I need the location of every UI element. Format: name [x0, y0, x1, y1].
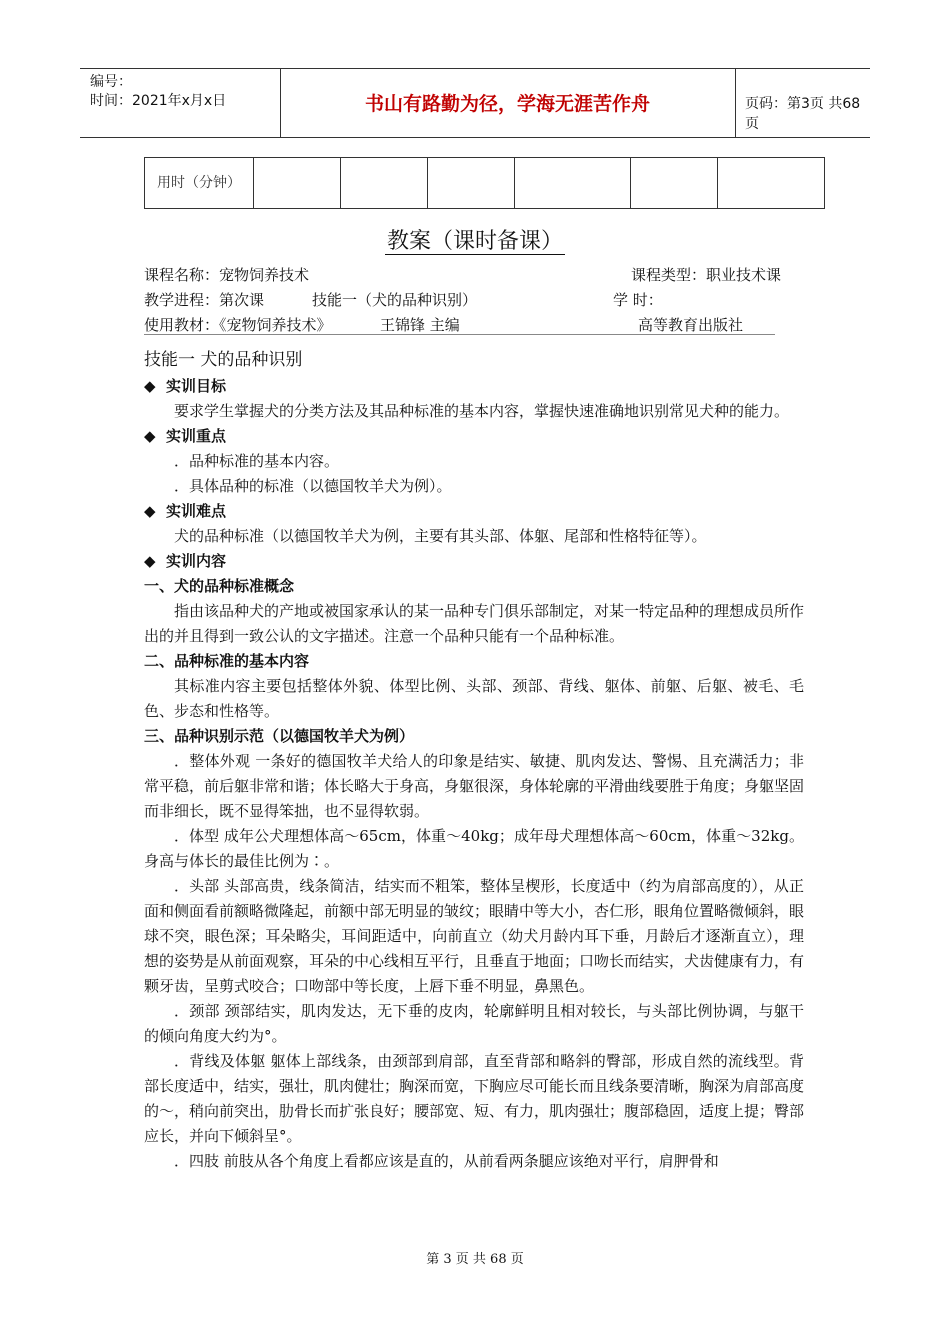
- diamond-bullet-icon: ◆: [144, 502, 156, 520]
- page-footer: 第 3 页 共 68 页: [426, 1252, 524, 1267]
- textbook: 使用教材：《宠物饲养技术》: [144, 316, 332, 334]
- bullet-heading-difficulty: [144, 499, 804, 524]
- document-title: [0, 224, 950, 255]
- editor: 王锦锋 主编: [380, 316, 460, 334]
- table-cell: [515, 158, 631, 209]
- course-type: 课程类型：职业技术课: [631, 266, 782, 284]
- subsection-heading: 三、品种识别示范（以德国牧羊犬为例）: [144, 727, 415, 745]
- timing-label-cell: [145, 158, 254, 209]
- meta-divider: [144, 334, 775, 335]
- diamond-bullet-icon: ◆: [144, 377, 156, 395]
- heading-text: 实训难点: [166, 502, 227, 520]
- table-cell: [631, 158, 718, 209]
- main-content: [144, 346, 804, 1174]
- skill-name: 技能一（犬的品种识别）: [312, 291, 478, 309]
- paragraph: ．背线及体躯 躯体上部线条，由颈部到肩部，直至背部和略斜的臀部，形成自然的流线型。背部长度适中，结实，强壮，肌肉健壮；胸深而宽，下胸应尽可能长而且线条要清晰，胸深为肩部高度的～，稍向前突出，肋骨长而扩张良好；腰部宽、短、有力，肌肉强壮；腹部稳固，适度上提；臀部应长，并向下倾斜呈°。: [144, 1052, 805, 1145]
- difficulty-text: 犬的品种标准（以德国牧羊犬为例，主要有其头部、体躯、尾部和性格特征等）。: [174, 527, 707, 545]
- list-item: ．品种标准的基本内容。: [174, 452, 340, 470]
- table-cell: [254, 158, 341, 209]
- document-time-label: 时间：2021年x月x日: [90, 93, 227, 109]
- header-motto: 书山有路勤为径，学海无涯苦作舟: [364, 93, 650, 115]
- diamond-bullet-icon: ◆: [144, 427, 156, 445]
- paragraph: ．头部 头部高贵，线条简洁，结实而不粗笨，整体呈楔形，长度适中（约为肩部高度的），从正面和侧面看前额略微隆起，前额中部无明显的皱纹；眼睛中等大小，杏仁形，眼角位置略微倾斜，眼球不突，眼色深；耳朵略尖，耳间距适中，向前直立（幼犬月龄内耳下垂，月龄后才逐渐直立），理想的姿势是从前面观察，耳朵的中心线相互平行，且垂直于地面；口吻长而结实，犬齿健康有力，有颗牙齿，呈剪式咬合；口吻部中等长度，上唇下垂不明显，鼻黑色。: [144, 877, 805, 995]
- paragraph: 其标准内容主要包括整体外貌、体型比例、头部、颈部、背线、躯体、前躯、后躯、被毛、毛色、步态和性格等。: [144, 677, 804, 720]
- heading-text: 实训目标: [166, 377, 227, 395]
- bullet-heading-key: [144, 424, 804, 449]
- title-text: 教案（课时备课）: [386, 229, 563, 254]
- timing-label: 用时（分钟）: [157, 175, 241, 191]
- goal-text: 要求学生掌握犬的分类方法及其品种标准的基本内容，掌握快速准确地识别常见犬种的能力。: [174, 402, 790, 420]
- paragraph: 指由该品种犬的产地或被国家承认的某一品种专门俱乐部制定，对某一特定品种的理想成员所作出的并且得到一致公认的文字描述。注意一个品种只能有一个品种标准。: [144, 602, 805, 645]
- timing-table: [144, 157, 825, 209]
- paragraph: ．整体外观 一条好的德国牧羊犬给人的印象是结实、敏捷、肌肉发达、警惕、且充满活力；非常平稳，前后躯非常和谐；体长略大于身高，身躯很深，身体轮廓的平滑曲线要胜于角度；身躯坚固而非细长，既不显得笨拙，也不显得软弱。: [144, 752, 805, 820]
- bullet-heading-goal: [144, 374, 804, 399]
- table-cell: [428, 158, 515, 209]
- class-hours: 学 时：: [613, 291, 663, 309]
- course-name: 课程名称：宠物饲养技术: [144, 266, 310, 284]
- section-heading: 技能一 犬的品种识别: [144, 350, 303, 370]
- header-page-number: 页码：第3页 共68页: [745, 96, 861, 132]
- paragraph: ．颈部 颈部结实，肌肉发达，无下垂的皮肉，轮廓鲜明且相对较长，与头部比例协调，与躯干的倾向角度大约为°。: [144, 1002, 804, 1045]
- subsection-heading: 一、犬的品种标准概念: [144, 577, 295, 595]
- subsection-heading: 二、品种标准的基本内容: [144, 652, 310, 670]
- teaching-progress: 教学进程：第次课: [144, 291, 265, 309]
- table-row: [145, 158, 825, 209]
- header-left: [90, 73, 226, 111]
- diamond-bullet-icon: ◆: [144, 552, 156, 570]
- header-divider: [735, 69, 736, 137]
- heading-text: 实训内容: [166, 552, 227, 570]
- paragraph: ．体型 成年公犬理想体高～65cm，体重～40kg；成年母犬理想体高～60cm，体重～32kg。身高与体长的最佳比例为∶。: [144, 827, 804, 870]
- heading-text: 实训重点: [166, 427, 227, 445]
- paragraph: ．四肢 前肢从各个角度上看都应该是直的，从前看两条腿应该绝对平行，肩胛骨和: [174, 1152, 719, 1170]
- publisher: 高等教育出版社: [638, 316, 744, 334]
- list-item: ．具体品种的标准（以德国牧羊犬为例）。: [174, 477, 452, 495]
- document-number-label: 编号：: [90, 74, 132, 90]
- bullet-heading-content: [144, 549, 804, 574]
- table-cell: [718, 158, 825, 209]
- page-header: [80, 68, 870, 138]
- table-cell: [341, 158, 428, 209]
